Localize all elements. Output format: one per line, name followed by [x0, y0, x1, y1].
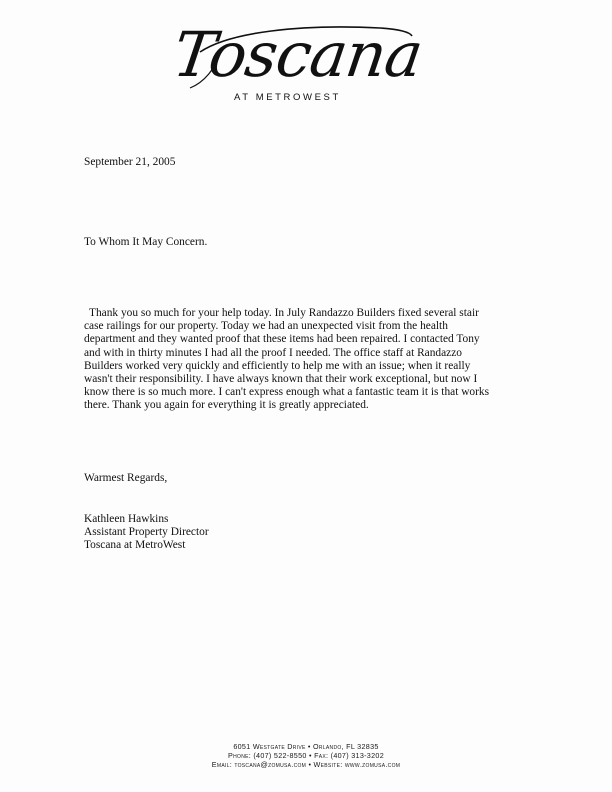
footer-address: 6051 Westgate Drive • Orlando, FL 32835 [233, 742, 379, 751]
logo-wordmark: Toscana [168, 18, 427, 91]
letter-body [84, 307, 489, 413]
signature-company: Toscana at MetroWest [84, 539, 186, 552]
body-line: department and they wanted proof that these items had been repaired. I contacted Tony [84, 333, 480, 346]
body-line: Builders worked very quickly and efficiently to help me with an issue; when it really [84, 359, 471, 372]
logo-tagline: AT METROWEST [234, 92, 341, 103]
body-line: case railings for our property. Today we had an unexpected visit from the health [84, 320, 448, 333]
body-line: and with in thirty minutes I had all the proof I needed. The office staff at Randazzo [84, 346, 462, 359]
body-line: wasn't their responsibility. I have always known that their work exceptional, but now I [84, 373, 478, 386]
footer-phone-fax: Phone: (407) 522-8550 • Fax: (407) 313-3202 [228, 750, 384, 760]
body-line: there. Thank you again for everything it is greatly appreciated. [84, 399, 369, 412]
letter-date: September 21, 2005 [84, 156, 176, 168]
body-line: know there is so much more. I can't express enough what a fantastic team it is that works [84, 386, 490, 399]
letterhead-logo [160, 18, 427, 118]
footer-email-web: Email: toscana@zomusa.com • Website: www.zomusa.com [211, 759, 401, 769]
signature-name: Kathleen Hawkins [84, 513, 169, 525]
letterhead-footer [0, 743, 612, 769]
signature-title: Assistant Property Director [84, 526, 209, 539]
letter-salutation: To Whom It May Concern. [84, 236, 208, 248]
body-line: Thank you so much for your help today. In July Randazzo Builders fixed several stair [89, 307, 479, 319]
letter-closing: Warmest Regards, [84, 472, 168, 484]
signature-block [84, 513, 209, 553]
